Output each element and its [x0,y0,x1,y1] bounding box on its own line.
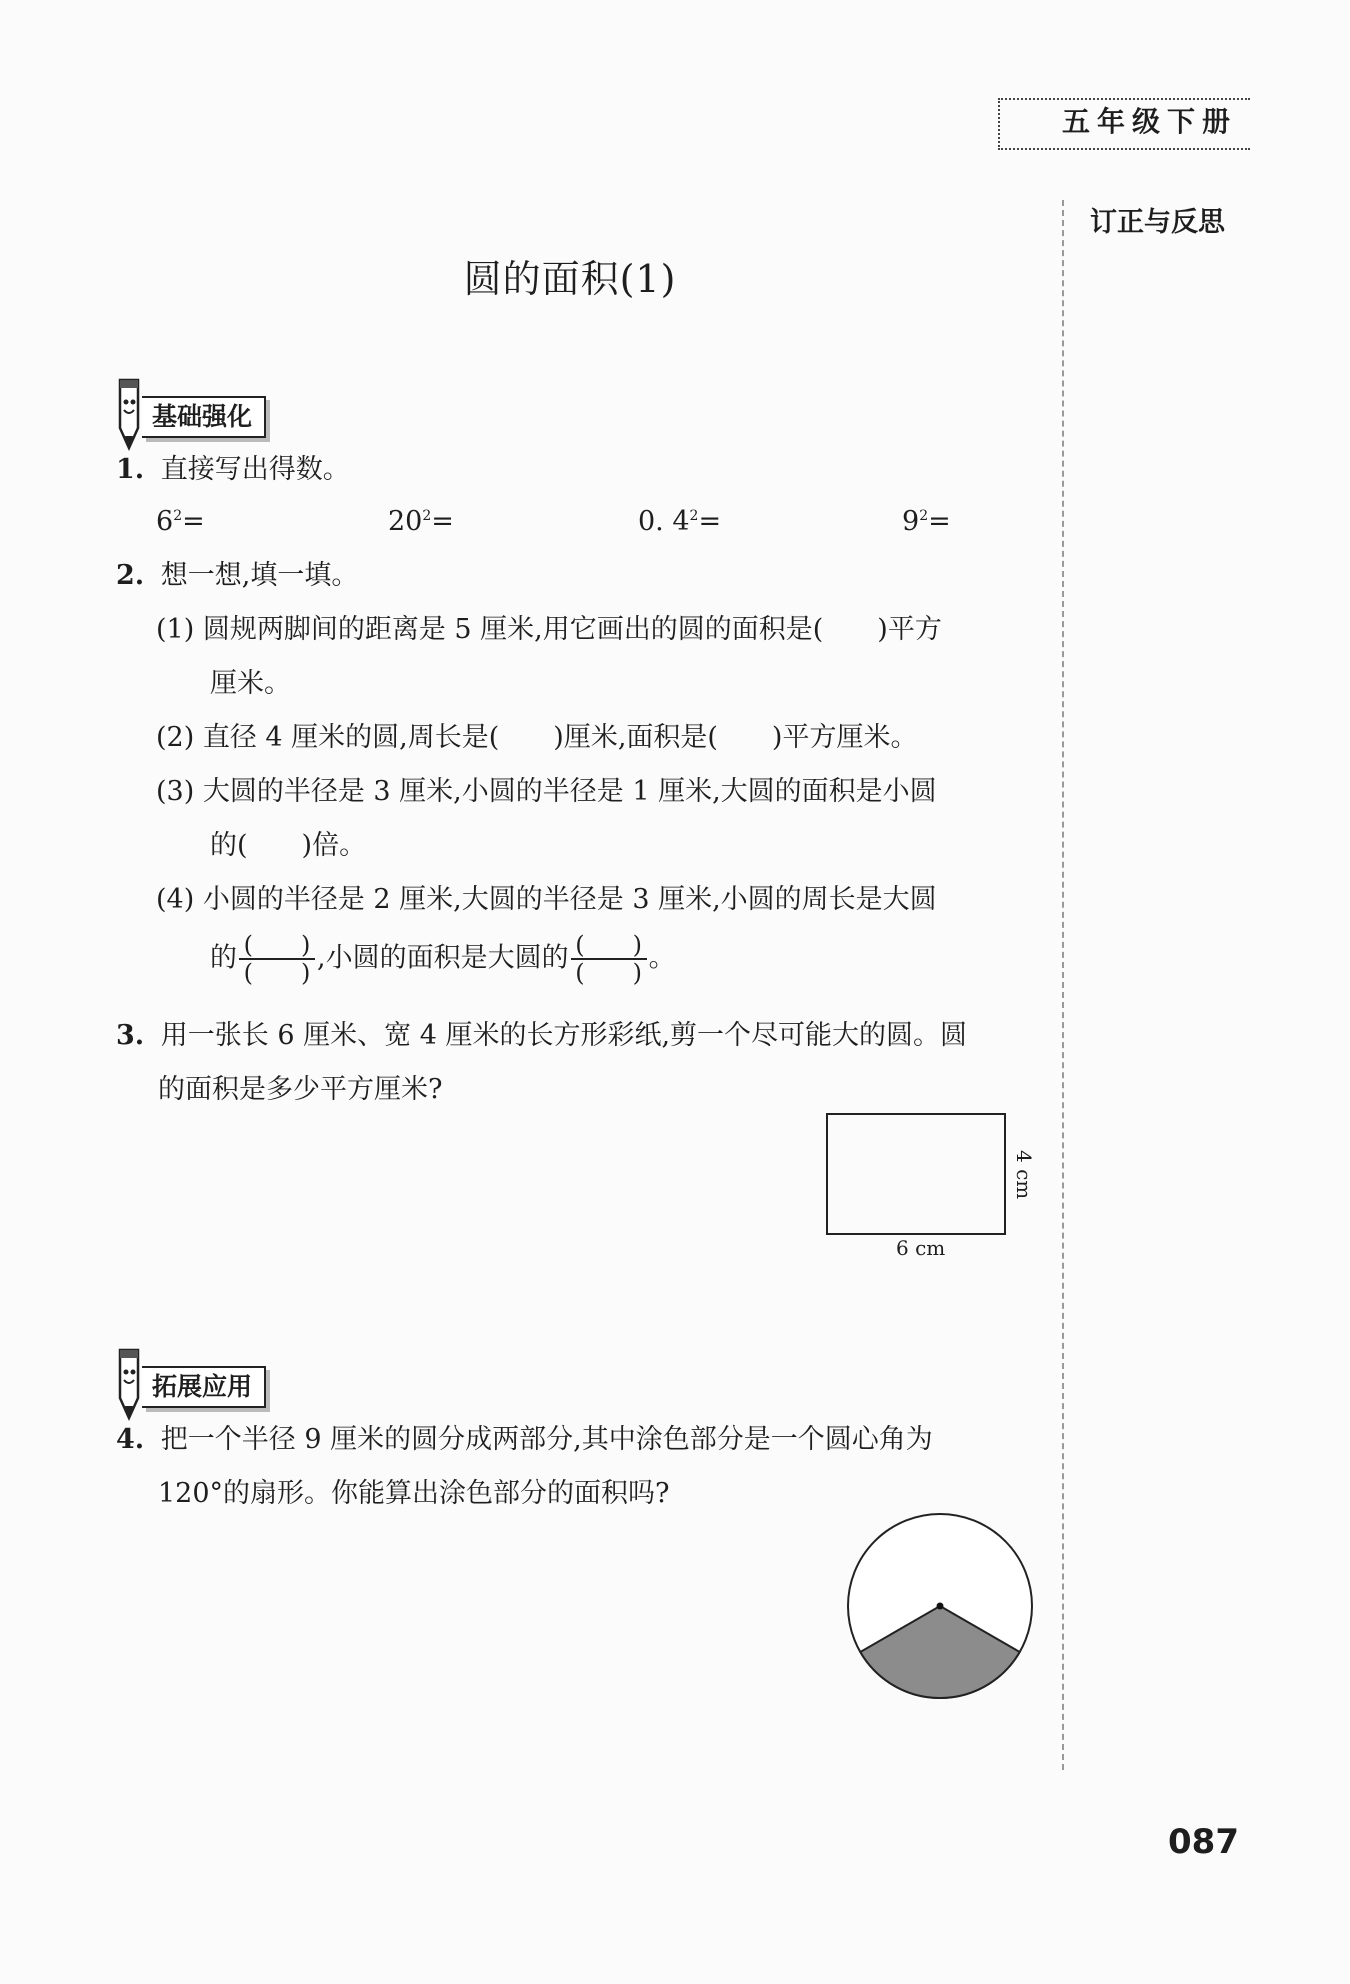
circle-center-dot [937,1603,944,1610]
question-4 [116,1424,933,1456]
question-number: 2. [116,560,145,591]
question-1 [116,454,350,486]
q1-item-4: $9^2=$ [902,506,951,537]
question-2 [116,560,358,592]
question-3 [116,1020,967,1052]
question-text-line-2: 的面积是多少平方厘米? [158,1074,443,1105]
question-number: 4. [116,1424,145,1455]
q2-part-2: (2) 直径 4 厘米的圆,周长是( )厘米,面积是( )平方厘米。 [156,722,918,753]
q1-item-2: $20^2=$ [388,506,454,537]
section-label: 基础强化 [142,396,266,438]
question-text: 想一想,填一填。 [160,560,359,591]
fraction-blank: $\frac{( )}{( )}$ [571,932,647,986]
section-label: 拓展应用 [142,1366,266,1408]
page-number: 087 [1168,1822,1239,1862]
question-number: 3. [116,1020,145,1051]
rectangle-figure [826,1113,1006,1235]
q2-part-1-line-2: 厘米。 [210,668,291,699]
circle-sector-figure [842,1508,1038,1704]
width-label: 6 cm [896,1236,946,1260]
q2-part-3-line-1: (3) 大圆的半径是 3 厘米,小圆的半径是 1 厘米,大圆的面积是小圆 [156,776,937,807]
question-number: 1. [116,454,145,485]
page-title: 圆的面积(1) [463,257,677,301]
q2-part-4-line-1: (4) 小圆的半径是 2 厘米,大圆的半径是 3 厘米,小圆的周长是大圆 [156,884,937,915]
q1-item-1: $6^2=$ [156,506,205,537]
question-text-line-2: 120°的扇形。你能算出涂色部分的面积吗? [158,1478,670,1509]
fraction-blank: $\frac{( )}{( )}$ [239,932,315,986]
grade-label: 五年级下册 [1058,100,1241,140]
q2-part-3-line-2: 的( )倍。 [210,830,367,861]
q2-part-4-line-2: 的 $\frac{( )}{( )}$ ,小圆的面积是大圆的 $\frac{( )}{( )}$ 。 [210,931,676,987]
question-text-line-1: 把一个半径 9 厘米的圆分成两部分,其中涂色部分是一个圆心角为 [160,1424,933,1455]
height-label: 4 cm [1012,1150,1036,1200]
question-text: 直接写出得数。 [160,454,350,485]
side-column-title: 订正与反思 [1090,207,1225,238]
side-column-divider [1062,200,1064,1770]
question-text-line-1: 用一张长 6 厘米、宽 4 厘米的长方形彩纸,剪一个尽可能大的圆。圆 [160,1020,968,1051]
pencil-icon [112,1346,146,1422]
q2-part-1-line-1: (1) 圆规两脚间的距离是 5 厘米,用它画出的圆的面积是( )平方 [156,614,942,645]
q1-item-3: 0. $4^2=$ [638,506,722,537]
pencil-icon [112,376,146,452]
